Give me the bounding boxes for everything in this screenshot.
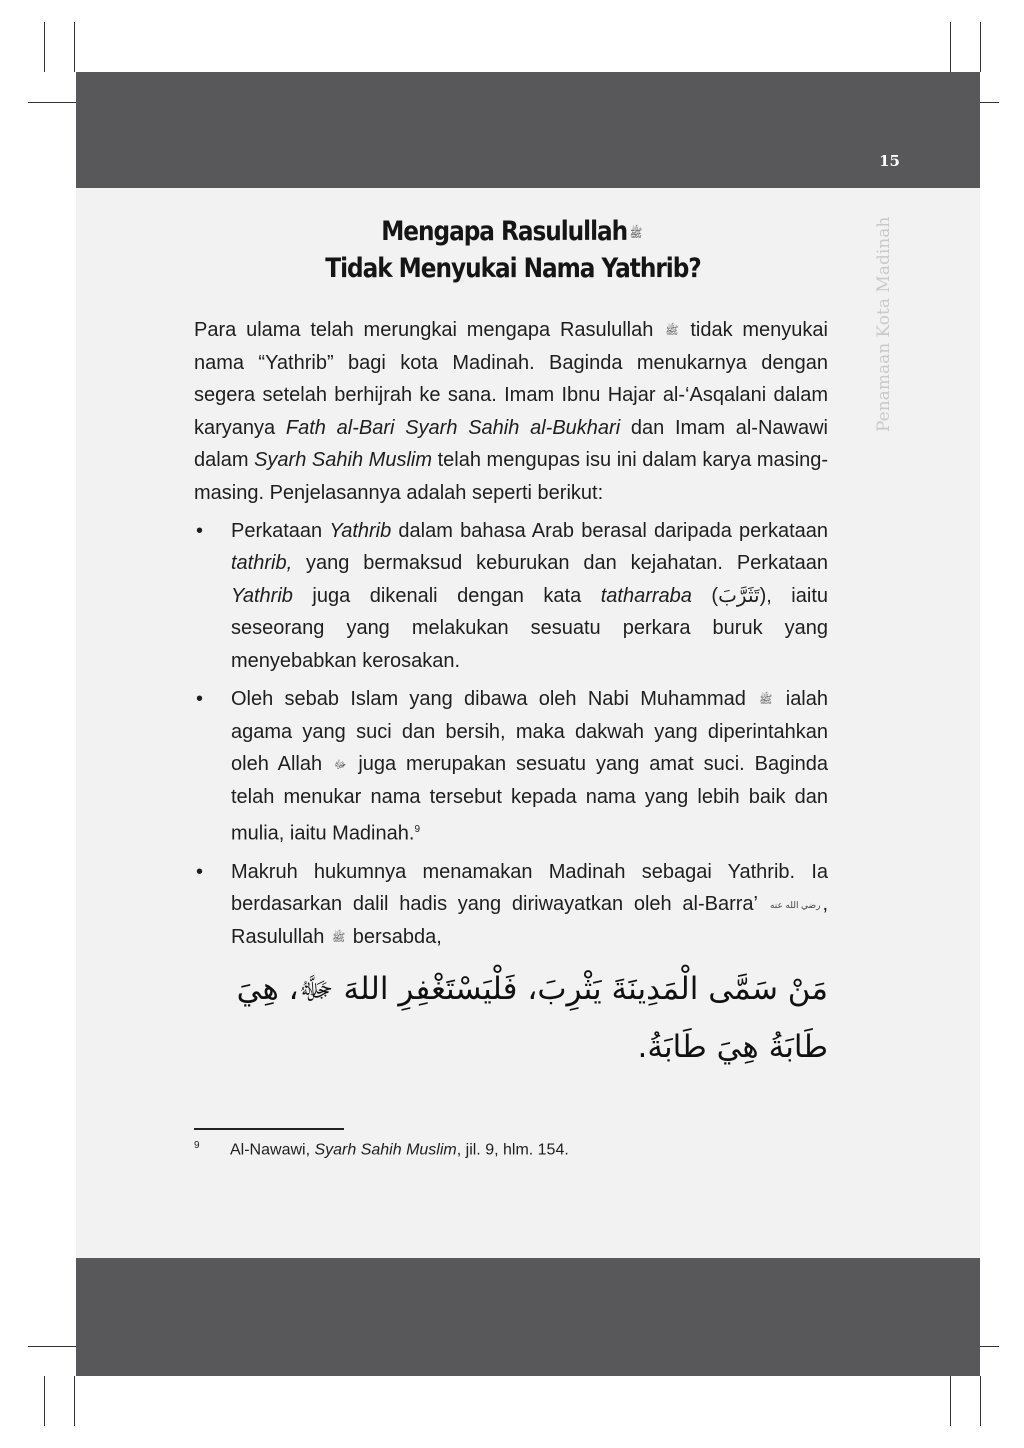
reason-list: [194, 515, 828, 954]
crop-mark: [28, 102, 76, 103]
book-title: Syarh Sahih Muslim: [314, 1141, 457, 1159]
saw-honorific-icon: ﷺ: [629, 225, 643, 240]
footer-band: [76, 1258, 980, 1376]
title-line-1: Mengapa Rasulullah: [381, 216, 628, 247]
bullet-icon: •: [196, 519, 204, 542]
crop-mark: [980, 22, 981, 72]
crop-mark: [44, 1376, 45, 1426]
crop-mark: [980, 1376, 981, 1426]
intro-paragraph: Para ulama telah merungkai mengapa Rasulullah ﷺ tidak menyukai nama “Yathrib” bagi kota Madinah. Baginda menukarnya dengan segera setelah berhijrah ke sana. Imam Ibnu Hajar al-‘Asqalani dalam karyanya Fath al-Bari Syarh Sahih al-Bukhari dan Imam al-Nawawi dalam Syarh Sahih Muslim telah mengupas isu ini dalam karya masing-masing. Penjelasannya adalah seperti berikut:: [194, 314, 828, 509]
crop-mark: [74, 22, 75, 72]
footnote-number: 9: [194, 1140, 200, 1151]
list-item: • Perkataan Yathrib dalam bahasa Arab berasal daripada perkataan tathrib, yang bermaksud keburukan dan kejahatan. Perkataan Yathrib juga dikenali dengan kata tatharraba (تَثَرَّبَ), iaitu seseorang yang melakukan sesuatu perkara buruk yang menyebabkan kerosakan.: [194, 515, 828, 677]
bullet-icon: •: [196, 687, 204, 710]
page-number: 15: [879, 152, 900, 170]
crop-mark: [74, 1376, 75, 1426]
crop-mark: [44, 22, 45, 72]
list-item: • Makruh hukumnya menamakan Madinah sebagai Yathrib. Ia berdasarkan dalil hadis yang diriwayatkan oleh al-Barra’ رضي الله عنه , Rasulullah ﷺ bersabda,: [194, 856, 828, 954]
crop-mark: [28, 1346, 76, 1347]
crop-mark: [950, 1376, 951, 1426]
page-title: [240, 214, 785, 287]
book-title: Syarh Sahih Muslim: [254, 449, 432, 472]
saw-honorific-icon: ﷺ: [665, 324, 679, 337]
book-title: Fath al-Bari Syarh Sahih al-Bukhari: [285, 416, 621, 439]
header-band: [76, 72, 980, 188]
footnote-divider: [194, 1128, 344, 1130]
footnote-ref[interactable]: 9: [414, 823, 420, 835]
bullet-icon: •: [196, 860, 204, 883]
title-line-2: Tidak Menyukai Nama Yathrib?: [325, 252, 701, 284]
body-text: [194, 314, 828, 960]
arabic-hadith: مَنْ سَمَّى الْمَدِينَةَ يَثْرِبَ، فَلْيَسْتَغْفِرِ اللهَ ﷻ، هِيَ طَابَةُ هِيَ طَابَةُ.: [236, 971, 828, 1065]
book-page: [76, 72, 980, 1376]
saw-honorific-icon: ﷺ: [759, 693, 773, 706]
footnote: 9 Al-Nawawi, Syarh Sahih Muslim, jil. 9, hlm. 154.: [194, 1140, 569, 1159]
crop-mark: [950, 22, 951, 72]
ra-honorific-icon: رضي الله عنه: [769, 899, 821, 910]
running-head: Penamaan Kota Madinah: [874, 216, 894, 432]
list-item: • Oleh sebab Islam yang dibawa oleh Nabi Muhammad ﷺ ialah agama yang suci dan bersih, maka dakwah yang diperintahkan oleh Allah ﷻ juga merupakan sesuatu yang amat suci. Baginda telah menukar nama tersebut kepada nama yang lebih baik dan mulia, iaitu Madinah.$^9$: [194, 683, 828, 850]
saw-honorific-icon: ﷺ: [331, 931, 346, 944]
swt-honorific-icon: ﷻ: [334, 758, 347, 771]
